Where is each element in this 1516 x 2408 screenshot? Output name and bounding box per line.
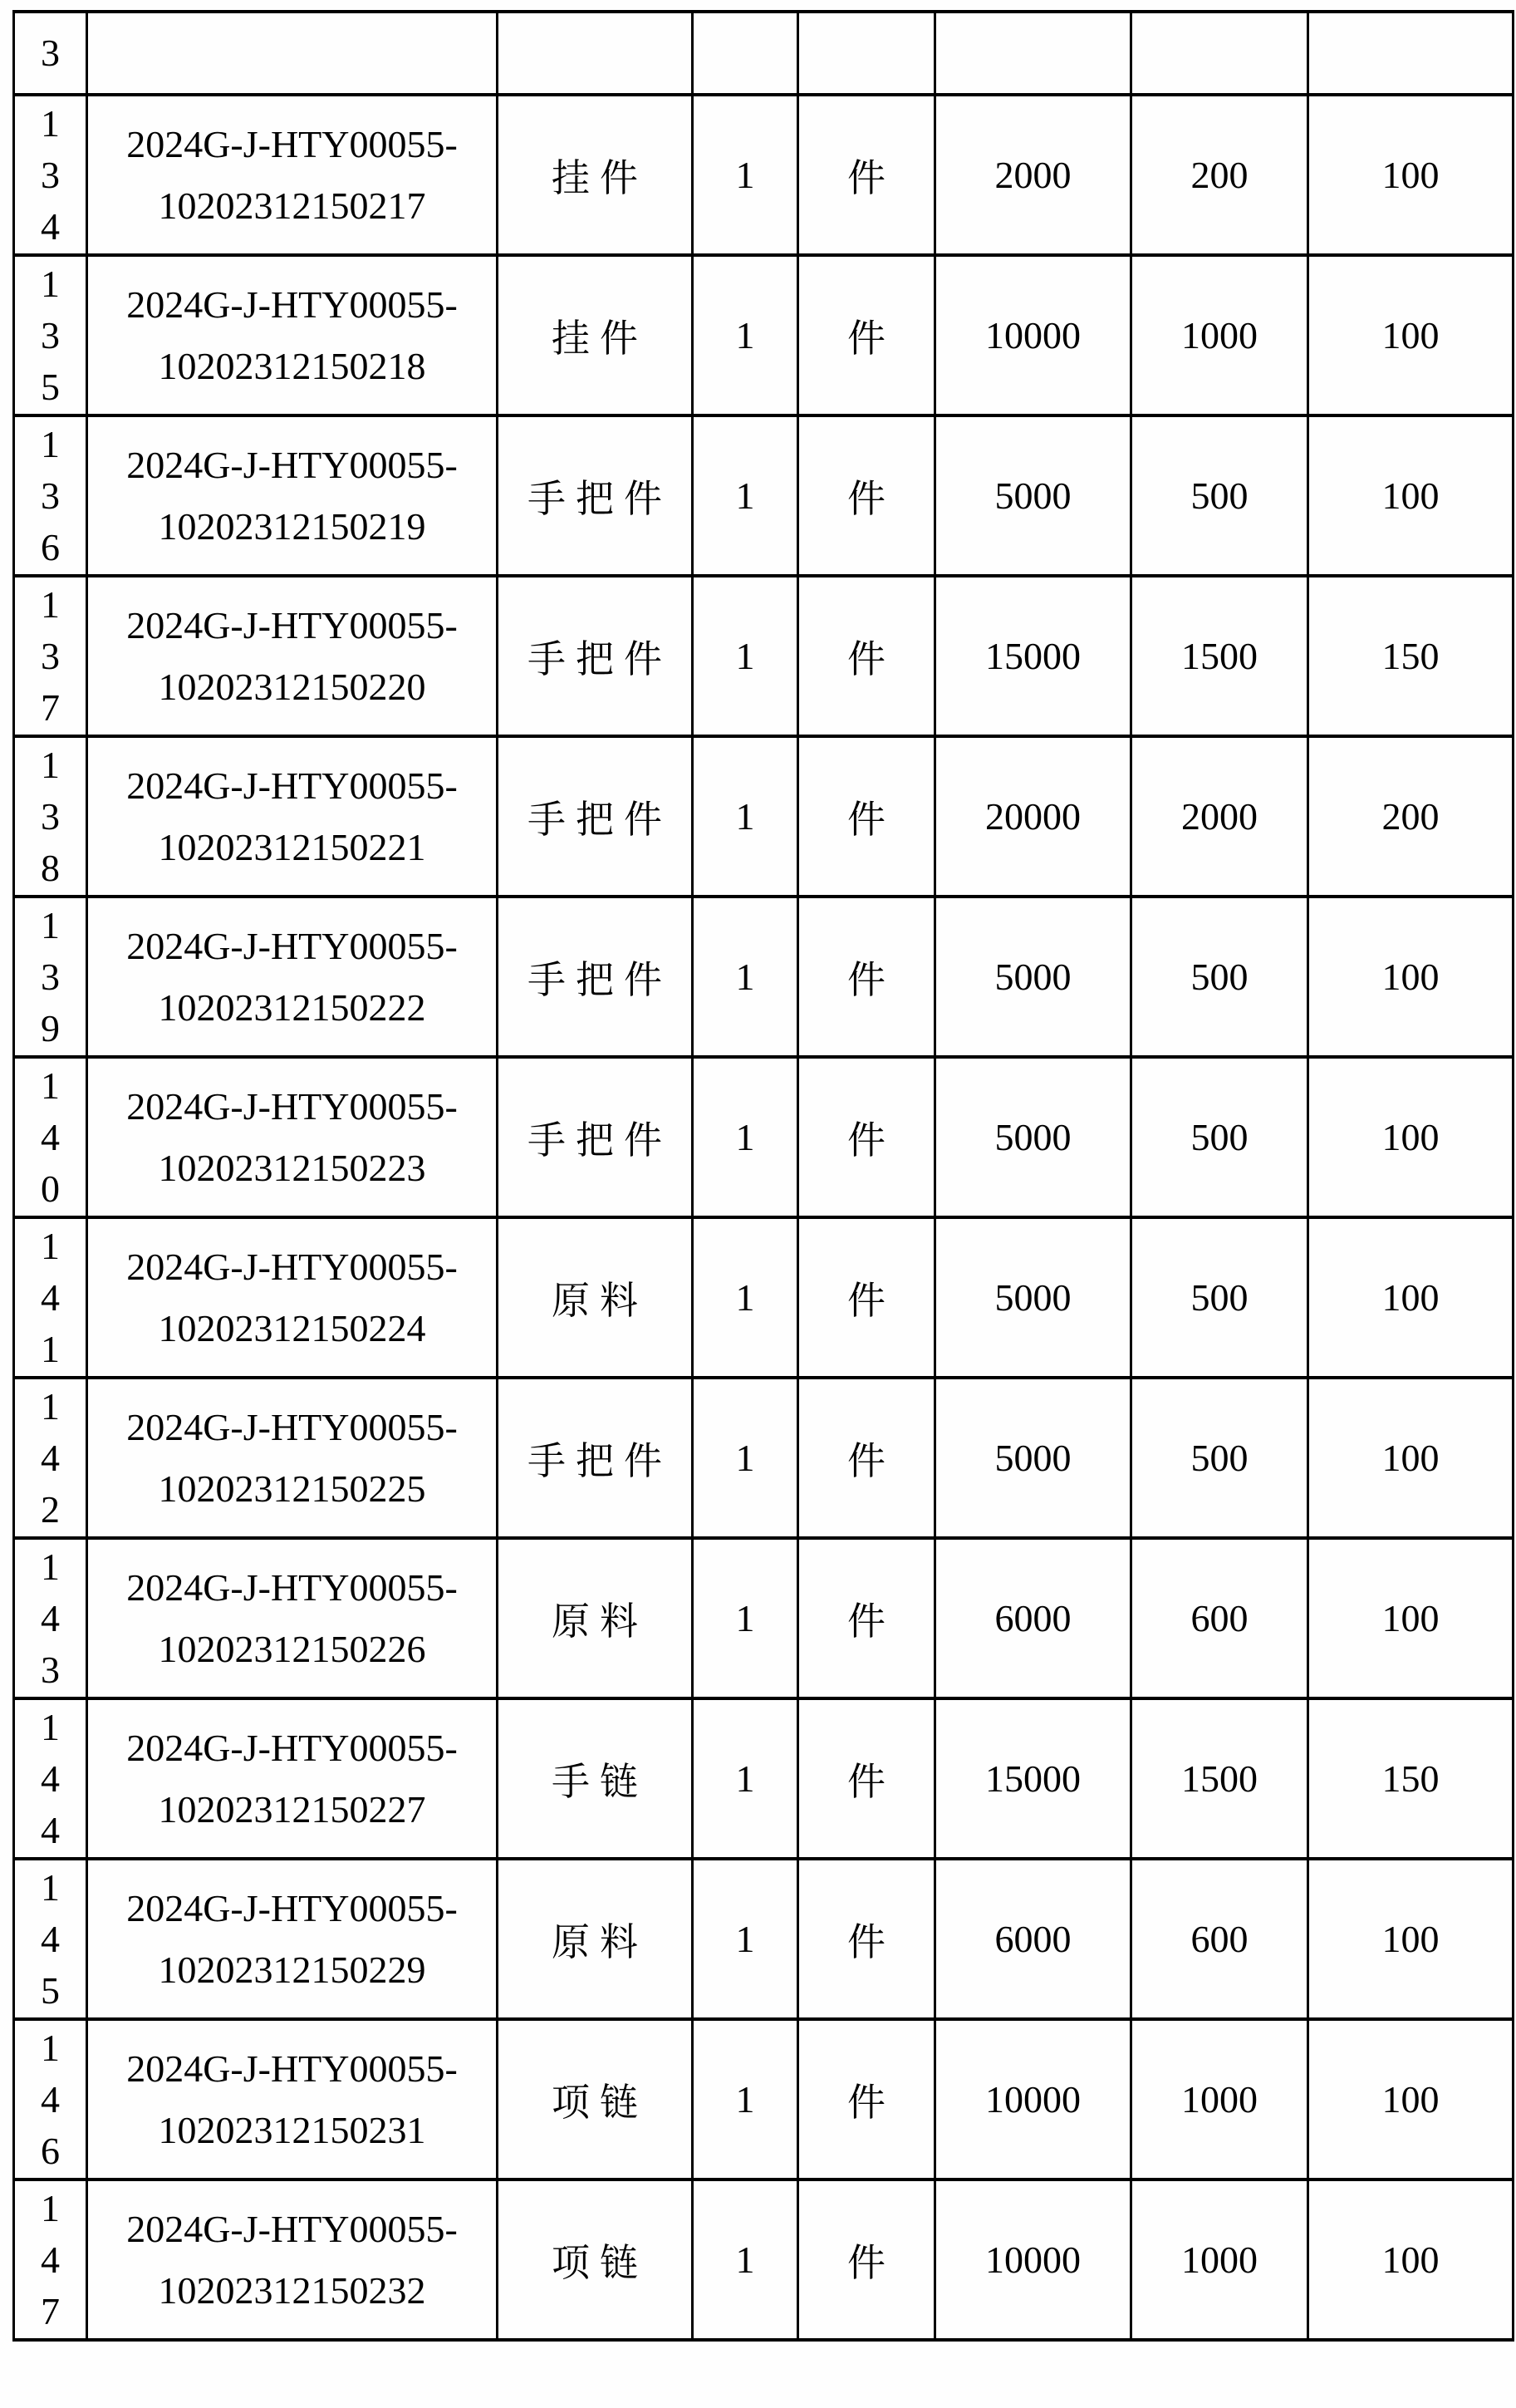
table-row xyxy=(14,1217,1514,1378)
lot-code-cell xyxy=(87,1378,498,1538)
row-no-cell xyxy=(14,1698,87,1859)
unit-cell: 件 xyxy=(798,1378,935,1538)
amount-a-cell xyxy=(935,12,1131,95)
quantity-cell: 1 xyxy=(693,897,798,1057)
row-no-cell xyxy=(14,1538,87,1698)
quantity-cell: 1 xyxy=(693,1057,798,1217)
row-no: 145 xyxy=(41,1865,60,2012)
amount-c-cell: 150 xyxy=(1308,1698,1514,1859)
table-row xyxy=(14,1057,1514,1217)
lot-code-line1: 2024G-J-HTY00055- xyxy=(126,2207,458,2250)
category-cell: 项链 xyxy=(498,2179,693,2340)
quantity-cell: 1 xyxy=(693,2179,798,2340)
lot-code-line2: 10202312150232 xyxy=(158,2268,426,2312)
lot-code-cell xyxy=(87,95,498,255)
amount-b-cell: 500 xyxy=(1131,415,1308,576)
amount-a-cell: 15000 xyxy=(935,576,1131,736)
row-no-cell xyxy=(14,897,87,1057)
row-no: 138 xyxy=(41,743,60,889)
row-no-cell xyxy=(14,12,87,95)
lot-code-line1: 2024G-J-HTY00055- xyxy=(126,603,458,646)
unit-cell: 件 xyxy=(798,736,935,897)
amount-c-cell: 100 xyxy=(1308,1538,1514,1698)
amount-a-cell: 6000 xyxy=(935,1538,1131,1698)
category-cell: 手把件 xyxy=(498,576,693,736)
amount-b-cell: 500 xyxy=(1131,1378,1308,1538)
lot-code-cell xyxy=(87,1859,498,2019)
amount-b-cell xyxy=(1131,12,1308,95)
lot-code-line1: 2024G-J-HTY00055- xyxy=(126,283,458,326)
quantity-cell xyxy=(693,12,798,95)
row-no-cell xyxy=(14,736,87,897)
amount-b-cell: 1500 xyxy=(1131,576,1308,736)
row-no-cell xyxy=(14,1217,87,1378)
lot-code-line2: 10202312150231 xyxy=(158,2108,426,2151)
lot-code-cell xyxy=(87,2019,498,2179)
amount-a-cell: 2000 xyxy=(935,95,1131,255)
amount-c-cell: 100 xyxy=(1308,2179,1514,2340)
unit-cell: 件 xyxy=(798,1217,935,1378)
row-no: 137 xyxy=(41,582,60,729)
row-no: 140 xyxy=(41,1064,60,1210)
amount-c-cell: 100 xyxy=(1308,1378,1514,1538)
amount-b-cell: 1000 xyxy=(1131,2019,1308,2179)
row-no: 139 xyxy=(41,903,60,1049)
row-no: 146 xyxy=(41,2026,60,2172)
row-no-cell xyxy=(14,1378,87,1538)
amount-b-cell: 600 xyxy=(1131,1859,1308,2019)
category-cell: 手把件 xyxy=(498,415,693,576)
unit-cell: 件 xyxy=(798,1057,935,1217)
amount-b-cell: 200 xyxy=(1131,95,1308,255)
lot-code-cell xyxy=(87,1538,498,1698)
amount-c-cell: 200 xyxy=(1308,736,1514,897)
quantity-cell: 1 xyxy=(693,95,798,255)
lot-code-cell xyxy=(87,1698,498,1859)
lot-code-line2: 10202312150223 xyxy=(158,1146,426,1189)
row-no: 134 xyxy=(41,101,60,248)
lot-code-cell xyxy=(87,736,498,897)
table-row xyxy=(14,1538,1514,1698)
quantity-cell: 1 xyxy=(693,1859,798,2019)
unit-cell: 件 xyxy=(798,897,935,1057)
row-no-cell xyxy=(14,415,87,576)
unit-cell: 件 xyxy=(798,576,935,736)
amount-c-cell: 100 xyxy=(1308,1859,1514,2019)
row-no-cell xyxy=(14,576,87,736)
unit-cell: 件 xyxy=(798,1859,935,2019)
quantity-cell: 1 xyxy=(693,1378,798,1538)
quantity-cell: 1 xyxy=(693,255,798,415)
amount-a-cell: 5000 xyxy=(935,1217,1131,1378)
lot-code-line1: 2024G-J-HTY00055- xyxy=(126,1245,458,1288)
amount-b-cell: 1000 xyxy=(1131,255,1308,415)
lot-code-line1: 2024G-J-HTY00055- xyxy=(126,122,458,165)
lot-code-line2: 10202312150224 xyxy=(158,1306,426,1349)
row-no: 144 xyxy=(41,1705,60,1851)
amount-b-cell: 1500 xyxy=(1131,1698,1308,1859)
row-no: 147 xyxy=(41,2186,60,2332)
category-cell: 挂件 xyxy=(498,255,693,415)
lot-code-line1: 2024G-J-HTY00055- xyxy=(126,443,458,486)
lot-code-line2: 10202312150225 xyxy=(158,1467,426,1510)
unit-cell: 件 xyxy=(798,1538,935,1698)
amount-c-cell: 100 xyxy=(1308,255,1514,415)
row-no-cell xyxy=(14,95,87,255)
category-cell xyxy=(498,12,693,95)
amount-c-cell: 100 xyxy=(1308,95,1514,255)
amount-a-cell: 15000 xyxy=(935,1698,1131,1859)
lot-code-cell xyxy=(87,1217,498,1378)
row-no-cell xyxy=(14,2019,87,2179)
amount-a-cell: 20000 xyxy=(935,736,1131,897)
quantity-cell: 1 xyxy=(693,1698,798,1859)
lot-code-cell xyxy=(87,897,498,1057)
lot-code-line1: 2024G-J-HTY00055- xyxy=(126,924,458,967)
lot-code-line1: 2024G-J-HTY00055- xyxy=(126,1405,458,1448)
unit-cell: 件 xyxy=(798,415,935,576)
lot-code-cell xyxy=(87,255,498,415)
table-row xyxy=(14,1859,1514,2019)
quantity-cell: 1 xyxy=(693,1538,798,1698)
lot-code-line1: 2024G-J-HTY00055- xyxy=(126,1726,458,1769)
lot-code-line2: 10202312150218 xyxy=(158,344,426,387)
amount-a-cell: 10000 xyxy=(935,2019,1131,2179)
row-no: 143 xyxy=(41,1545,60,1691)
amount-b-cell: 500 xyxy=(1131,1217,1308,1378)
unit-cell xyxy=(798,12,935,95)
amount-c-cell: 150 xyxy=(1308,576,1514,736)
table-row xyxy=(14,1698,1514,1859)
amount-b-cell: 600 xyxy=(1131,1538,1308,1698)
category-cell: 原料 xyxy=(498,1859,693,2019)
row-no-cell xyxy=(14,1859,87,2019)
amount-a-cell: 5000 xyxy=(935,1378,1131,1538)
unit-cell: 件 xyxy=(798,2019,935,2179)
row-no: 142 xyxy=(41,1384,60,1531)
amount-a-cell: 5000 xyxy=(935,1057,1131,1217)
lot-code-cell xyxy=(87,2179,498,2340)
lot-code-line2: 10202312150222 xyxy=(158,985,426,1029)
row-no: 141 xyxy=(41,1224,60,1370)
table-row xyxy=(14,897,1514,1057)
lot-code-line2: 10202312150226 xyxy=(158,1627,426,1670)
table-row xyxy=(14,255,1514,415)
category-cell: 手把件 xyxy=(498,1057,693,1217)
table-row xyxy=(14,95,1514,255)
amount-b-cell: 1000 xyxy=(1131,2179,1308,2340)
quantity-cell: 1 xyxy=(693,2019,798,2179)
amount-b-cell: 500 xyxy=(1131,897,1308,1057)
category-cell: 原料 xyxy=(498,1217,693,1378)
table-row xyxy=(14,2019,1514,2179)
lot-code-line1: 2024G-J-HTY00055- xyxy=(126,764,458,807)
category-cell: 手把件 xyxy=(498,1378,693,1538)
quantity-cell: 1 xyxy=(693,736,798,897)
table-row xyxy=(14,736,1514,897)
unit-cell: 件 xyxy=(798,1698,935,1859)
amount-b-cell: 500 xyxy=(1131,1057,1308,1217)
amount-a-cell: 6000 xyxy=(935,1859,1131,2019)
amount-c-cell: 100 xyxy=(1308,2019,1514,2179)
quantity-cell: 1 xyxy=(693,1217,798,1378)
row-no-cell xyxy=(14,1057,87,1217)
lot-code-line2: 10202312150217 xyxy=(158,184,426,227)
lot-code-line2: 10202312150220 xyxy=(158,665,426,708)
lot-code-line1: 2024G-J-HTY00055- xyxy=(126,1084,458,1128)
table-row xyxy=(14,576,1514,736)
table-row xyxy=(14,1378,1514,1538)
row-no: 136 xyxy=(41,422,60,568)
category-cell: 手把件 xyxy=(498,736,693,897)
category-cell: 项链 xyxy=(498,2019,693,2179)
category-cell: 挂件 xyxy=(498,95,693,255)
category-cell: 手链 xyxy=(498,1698,693,1859)
lot-code-line1: 2024G-J-HTY00055- xyxy=(126,1565,458,1609)
amount-a-cell: 10000 xyxy=(935,255,1131,415)
table-row xyxy=(14,12,1514,95)
unit-cell: 件 xyxy=(798,95,935,255)
quantity-cell: 1 xyxy=(693,415,798,576)
row-no: 135 xyxy=(41,262,60,408)
row-no-cell xyxy=(14,2179,87,2340)
amount-c-cell: 100 xyxy=(1308,897,1514,1057)
amount-a-cell: 5000 xyxy=(935,897,1131,1057)
amount-c-cell xyxy=(1308,12,1514,95)
lot-code-line2: 10202312150221 xyxy=(158,825,426,868)
lot-code-cell xyxy=(87,1057,498,1217)
lot-code-line1: 2024G-J-HTY00055- xyxy=(126,1886,458,1929)
row-no-cell xyxy=(14,255,87,415)
amount-a-cell: 5000 xyxy=(935,415,1131,576)
lot-code-line2: 10202312150229 xyxy=(158,1948,426,1991)
amount-c-cell: 100 xyxy=(1308,415,1514,576)
amount-b-cell: 2000 xyxy=(1131,736,1308,897)
lot-code-cell xyxy=(87,576,498,736)
unit-cell: 件 xyxy=(798,255,935,415)
category-cell: 原料 xyxy=(498,1538,693,1698)
lot-code-line2: 10202312150227 xyxy=(158,1787,426,1831)
amount-c-cell: 100 xyxy=(1308,1217,1514,1378)
category-cell: 手把件 xyxy=(498,897,693,1057)
lot-code-line2: 10202312150219 xyxy=(158,504,426,548)
amount-a-cell: 10000 xyxy=(935,2179,1131,2340)
table-row xyxy=(14,415,1514,576)
row-no: 3 xyxy=(41,32,60,74)
table-row xyxy=(14,2179,1514,2340)
lot-code-cell xyxy=(87,12,498,95)
auction-lots-table xyxy=(12,10,1514,2342)
unit-cell: 件 xyxy=(798,2179,935,2340)
lot-code-line1: 2024G-J-HTY00055- xyxy=(126,2047,458,2090)
amount-c-cell: 100 xyxy=(1308,1057,1514,1217)
lot-code-cell xyxy=(87,415,498,576)
quantity-cell: 1 xyxy=(693,576,798,736)
